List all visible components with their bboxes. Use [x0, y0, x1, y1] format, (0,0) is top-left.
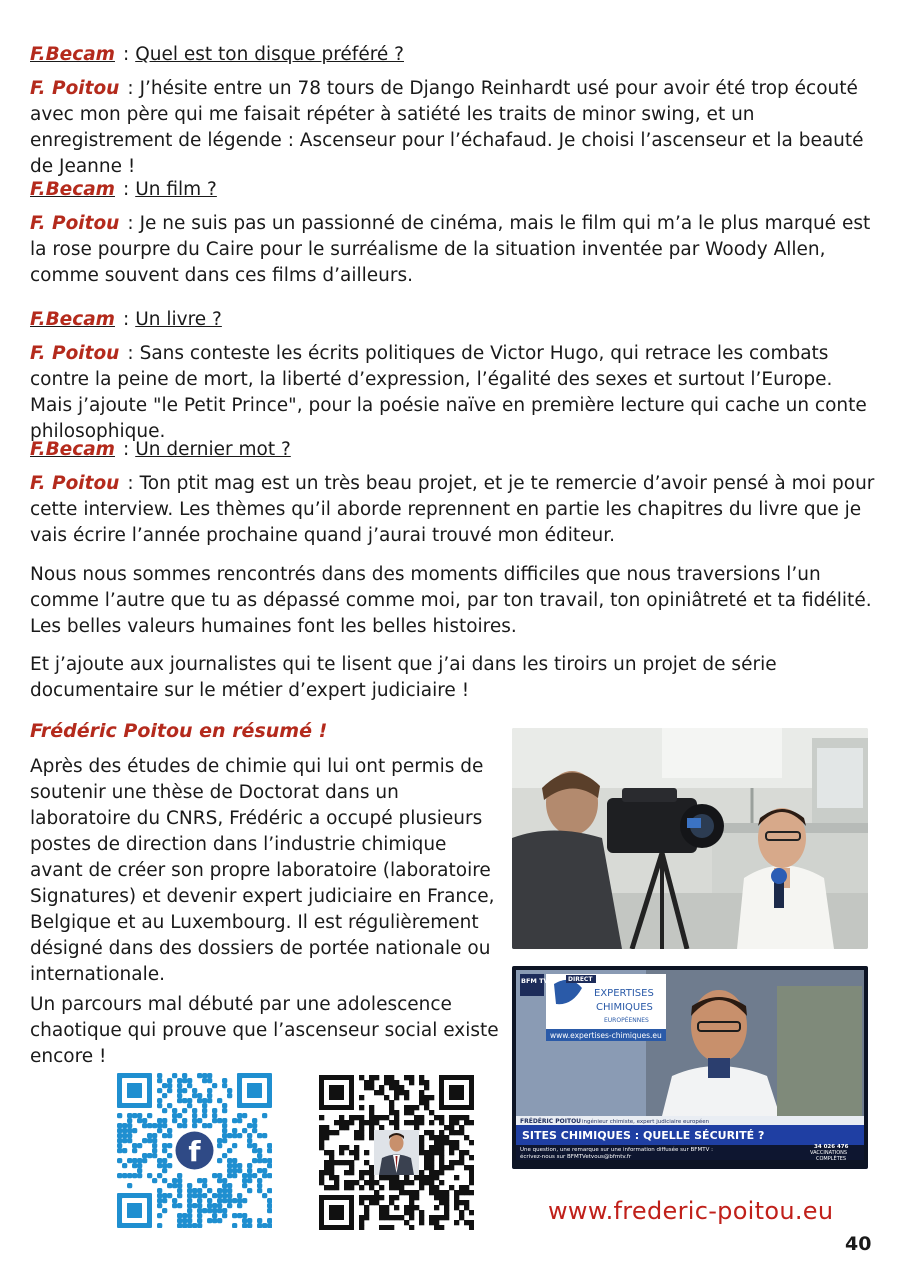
respondent-name: F. Poitou [30, 473, 120, 494]
tv-channel: BFM TV [521, 977, 549, 985]
qa-block-disque [30, 42, 880, 180]
tv-caption-name: FRÉDÉRIC POITOU [520, 1118, 582, 1125]
tv-caption-role: ingénieur chimiste, expert judiciaire européen [582, 1119, 710, 1125]
closing-paragraph-2: Et j’ajoute aux journalistes qui te lisent que j’ai dans les tiroirs un projet de série documentaire sur le métier d’expert judiciaire ! [30, 654, 777, 701]
respondent-name: F. Poitou [30, 343, 120, 364]
summary-heading: Frédéric Poitou en résumé ! [30, 720, 328, 742]
website-link[interactable]: www.frederic-poitou.eu [548, 1197, 834, 1225]
tv-logo-line3: EUROPÉENNES [604, 1017, 649, 1024]
interviewer-name: F.Becam [30, 179, 115, 200]
answer-text: J’hésite entre un 78 tours de Django Reinhardt usé pour avoir été trop écouté avec mon père qui me faisait répéter à satiété les traits de minor swing, et un enregistrement de légende : Ascenseur pour l’échafaud. Je choisi l’ascenseur et la beauté de Jeanne ! [30, 78, 864, 177]
tv-time: 09:37 [546, 976, 564, 983]
answer: F. Poitou : Je ne suis pas un passionné de cinéma, mais le film qui m’a le plus marqué est la rose pourpre du Caire pour le surréalisme de la situation inventée par Woody Allen, comme souvent dans ces films d’ailleurs. [30, 213, 871, 286]
question-text: Un film ? [135, 179, 217, 200]
tv-counter-value: 34 026 476 [814, 1144, 849, 1150]
page-number: 40 [845, 1233, 872, 1255]
facebook-qr-code[interactable] [117, 1073, 272, 1228]
tv-headline: SITES CHIMIQUES : QUELLE SÉCURITÉ ? [522, 1129, 765, 1142]
facebook-f-glyph: f [188, 1135, 201, 1168]
question-line: F.Becam : Un film ? [30, 179, 217, 200]
qa-block-film [30, 177, 880, 289]
facebook-qr-code-image [117, 1073, 272, 1228]
tv-live: DIRECT [568, 976, 593, 983]
tv-counter-label-1: VACCINATIONS [810, 1150, 848, 1156]
respondent-name: F. Poitou [30, 213, 120, 234]
tv-logo-url: www.expertises-chimiques.eu [550, 1031, 662, 1040]
question-line: F.Becam : Un dernier mot ? [30, 439, 291, 460]
qa-block-dernier-mot [30, 437, 880, 549]
tv-ticker-1: Une question, une remarque sur une information diffusée sur BFMTV : [520, 1147, 713, 1153]
answer-text: Ton ptit mag est un très beau projet, et je te remercie d’avoir pensé à moi pour cette interview. Les thèmes qu’il aborde reprennent en partie les chapitres du livre que je vais écrire l’année prochaine quand j’aurai trouvé mon éditeur. [30, 473, 875, 546]
tv-screenshot [512, 966, 868, 1169]
summary-paragraph-2: Un parcours mal débuté par une adolescence chaotique qui prouve que l’ascenseur social existe encore ! [30, 994, 499, 1067]
answer: F. Poitou : Sans conteste les écrits politiques de Victor Hugo, qui retrace les combats contre la peine de mort, la liberté d’expression, l’égalité des sexes et surtout l’Europe. Mais j’ajoute "le Petit Prince", pour la poésie naïve en première lecture qui cache un conte philosophique. [30, 343, 867, 442]
summary-paragraph-1: Après des études de chimie qui lui ont permis de soutenir une thèse de Doctorat dans un laboratoire du CNRS, Frédéric a occupé plusieurs postes de direction dans l’industrie chimique avant de créer son propre laboratoire (laboratoire Signatures) et devenir expert judiciaire en France, Belgique et au Luxembourg. Il est régulièrement désigné dans des dossiers de portée nationale ou internationale. [30, 756, 495, 985]
portrait-qr-code-image [319, 1075, 474, 1230]
portrait-qr-code[interactable] [319, 1075, 474, 1230]
tv-logo-line2: CHIMIQUES [596, 1002, 653, 1013]
qa-block-livre [30, 307, 880, 445]
interviewer-name: F.Becam [30, 44, 115, 65]
closing-paragraph-1: Nous nous sommes rencontrés dans des moments difficiles que nous traversions l’un comme l’autre que tu as dépassé comme moi, par ton travail, ton opiniâtreté et ta fidélité. Les belles valeurs humaines font les belles histoires. [30, 564, 872, 637]
interviewer-name: F.Becam [30, 309, 115, 330]
answer-text: Je ne suis pas un passionné de cinéma, mais le film qui m’a le plus marqué est la rose pourpre du Caire pour le surréalisme de la situation inventée par Woody Allen, comme souvent dans ces films d’ailleurs. [30, 213, 871, 286]
question-text: Un livre ? [135, 309, 222, 330]
answer: F. Poitou : J’hésite entre un 78 tours de Django Reinhardt usé pour avoir été trop écouté avec mon père qui me faisait répéter à satiété les traits de minor swing, et un enregistrement de légende : Ascenseur pour l’échafaud. Je choisi l’ascenseur et la beauté de Jeanne ! [30, 78, 864, 177]
respondent-name: F. Poitou [30, 78, 120, 99]
question-line: F.Becam : Un livre ? [30, 309, 222, 330]
answer: F. Poitou : Ton ptit mag est un très beau projet, et je te remercie d’avoir pensé à moi pour cette interview. Les thèmes qu’il aborde reprennent en partie les chapitres du livre que je vais écrire l’année prochaine quand j’aurai trouvé mon éditeur. [30, 473, 875, 546]
question-line: F.Becam : Quel est ton disque préféré ? [30, 44, 404, 65]
tv-screenshot-image [512, 966, 868, 1169]
tv-ticker-2: écrivez-nous sur BFMTVetvous@bfmtv.fr [520, 1154, 632, 1160]
tv-counter-label-2: COMPLÈTES [816, 1156, 847, 1162]
interview-photo [512, 728, 868, 949]
interviewer-name: F.Becam [30, 439, 115, 460]
question-text: Un dernier mot ? [135, 439, 291, 460]
interview-photo-image [512, 728, 868, 949]
question-text: Quel est ton disque préféré ? [135, 44, 404, 65]
tv-logo-line1: EXPERTISES [594, 988, 654, 999]
answer-text: Sans conteste les écrits politiques de Victor Hugo, qui retrace les combats contre la peine de mort, la liberté d’expression, l’égalité des sexes et surtout l’Europe. Mais j’ajoute "le Petit Prince", pour la poésie naïve en première lecture qui cache un conte philosophique. [30, 343, 867, 442]
